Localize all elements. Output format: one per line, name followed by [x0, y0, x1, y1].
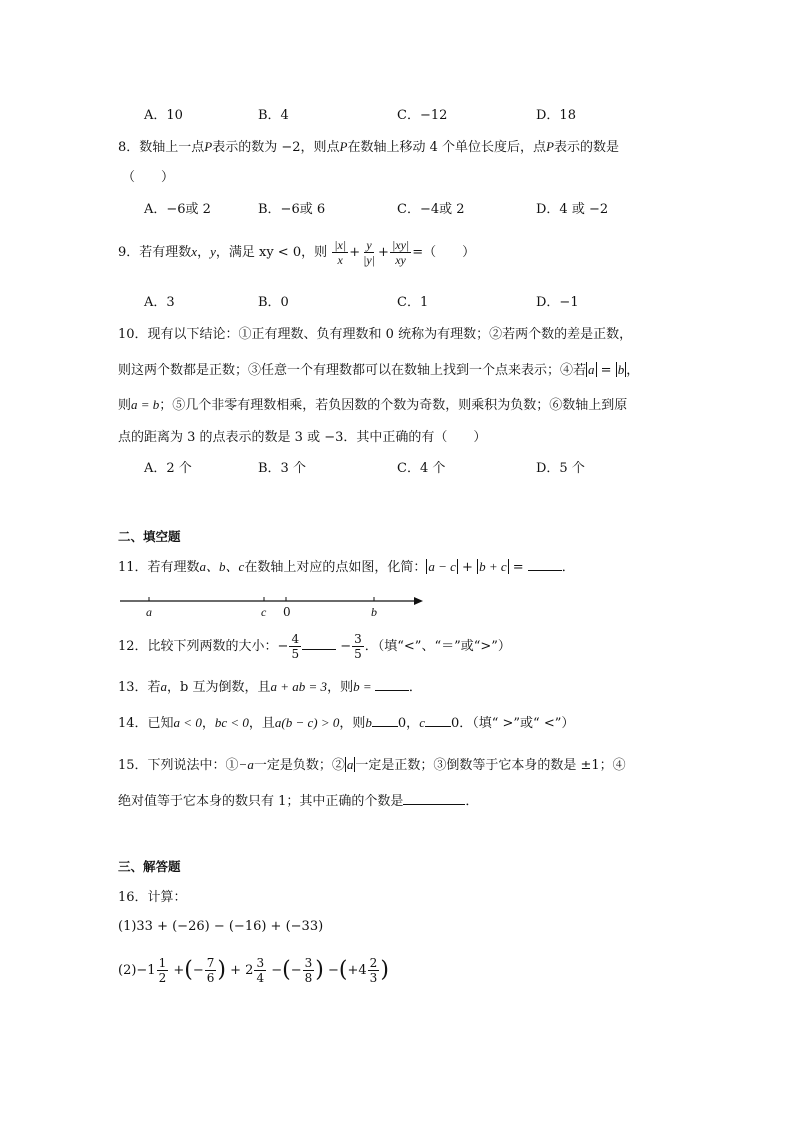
- label-a: a: [146, 605, 152, 619]
- question-8-stem: 8．数轴上一点P表示的数为 −2，则点P在数轴上移动 4 个单位长度后，点P表示的数是: [118, 139, 619, 155]
- q8-option-c: C．−4或 2: [397, 202, 465, 217]
- question-10-line-3: 则a = b；⑤几个非零有理数相乘，若负因数的个数为奇数，则乘积为负数；⑥数轴上到原: [118, 397, 628, 413]
- q7-option-b: B．4: [258, 108, 289, 123]
- question-10-line-2: 则这两个数都是正数；③任意一个有理数都可以在数轴上找到一个点来表示；④若 a = b ，: [118, 362, 640, 378]
- question-10-line-1: 10．现有以下结论：①正有理数、负有理数和 0 统称为有理数；②若两个数的差是正数，: [118, 327, 633, 342]
- question-16-part-1: (1)33 + (−26) − (−16) + (−33): [118, 919, 324, 934]
- section-fill-in-heading: 二、填空题: [118, 529, 181, 544]
- question-13-stem: 13．若a，b 互为倒数，且a + ab = 3，则b = ．: [118, 679, 422, 695]
- q9-option-c: C．1: [397, 295, 429, 310]
- question-9-stem: 9．若有理数x，y，满足 xy < 0，则 $\frac{|x|}{x}$ + $\frac{y}{|y|}$ + $\frac{|xy|}{xy}$ =（ ）: [118, 238, 476, 267]
- q8-option-d: D．4 或 −2: [536, 202, 609, 217]
- fraction-abs-xy-over-xy: $\frac{|xy|}{xy}$: [391, 238, 410, 267]
- question-15-line-1: 15．下列说法中：①−a一定是负数；② a 一定是正数；③倒数等于它本身的数是 ±1；④: [118, 757, 626, 773]
- question-12-stem: 12．比较下列两数的大小：− $\frac{4}{5}$ − $\frac{3}{5}$ ．（填“<”、“＝”或“>”）: [118, 632, 511, 661]
- question-16-title: 16．计算：: [118, 890, 187, 905]
- number-line-arrow: [414, 597, 423, 605]
- label-b: b: [371, 605, 377, 619]
- q8-option-b: B．−6或 6: [258, 202, 326, 217]
- answer-blank[interactable]: [375, 690, 409, 691]
- answer-blank[interactable]: [403, 804, 465, 805]
- answer-blank[interactable]: [528, 570, 562, 571]
- label-c: c: [261, 605, 267, 619]
- q10-option-d: D．5 个: [536, 461, 585, 476]
- answer-blank[interactable]: [302, 649, 336, 650]
- question-16-part-2: (2)−1 $\frac{1}{2}$ +(− $\frac{7}{6}$ ) + 2 $\frac{3}{4}$ −(− $\frac{3}{8}$ ) −(+4 $\frac{2}{3}$ ): [118, 956, 389, 985]
- question-10-line-4: 点的距离为 3 的点表示的数是 3 或 −3．其中正确的有（ ）: [118, 430, 487, 445]
- label-zero: 0: [283, 605, 291, 619]
- fraction-abs-x-over-x: $\frac{|x|}{x}$: [334, 238, 347, 267]
- q10-option-c: C．4 个: [397, 461, 446, 476]
- q7-option-d: D．18: [536, 108, 576, 123]
- q9-option-b: B．0: [258, 295, 289, 310]
- answer-blank[interactable]: [425, 726, 451, 727]
- q10-option-b: B．3 个: [258, 461, 306, 476]
- fraction-y-over-abs-y: $\frac{y}{|y|}$: [363, 238, 376, 267]
- answer-blank[interactable]: [372, 726, 398, 727]
- number-line-figure: [118, 592, 428, 622]
- q9-option-d: D．−1: [536, 295, 579, 310]
- q7-option-c: C．−12: [397, 108, 448, 123]
- question-14-stem: 14．已知a < 0，bc < 0，且a(b − c) > 0，则b 0，c 0．（填“ >”或“ <”）: [118, 715, 575, 731]
- q9-option-a: A．3: [144, 295, 175, 310]
- question-8-paren: （ ）: [122, 170, 175, 185]
- q8-option-a: A．−6或 2: [144, 202, 211, 217]
- question-11-stem: 11．若有理数a、b、c在数轴上对应的点如图，化简： a − c + b + c = ．: [118, 559, 575, 575]
- section-solution-heading: 三、解答题: [118, 859, 181, 874]
- q7-option-a: A．10: [144, 108, 183, 123]
- question-15-line-2: 绝对值等于它本身的数只有 1；其中正确的个数是 ．: [118, 794, 479, 809]
- q10-option-a: A．2 个: [144, 461, 192, 476]
